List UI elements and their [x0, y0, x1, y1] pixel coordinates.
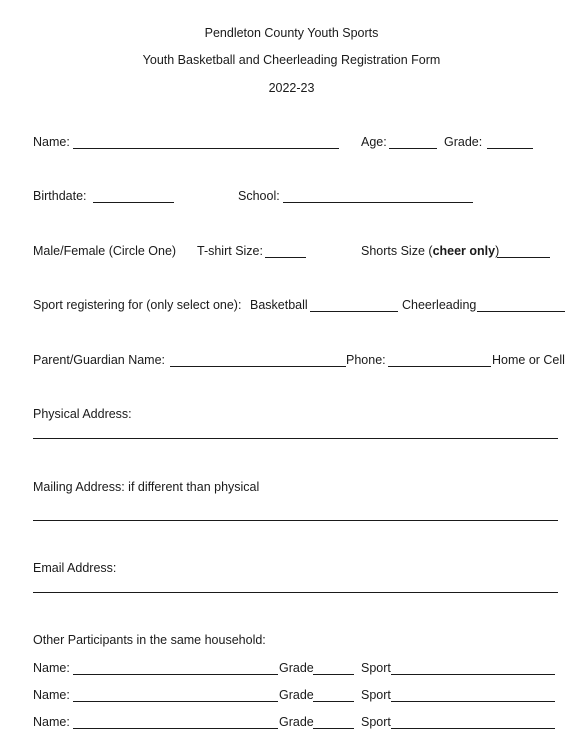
mailing-address-label: Mailing Address: if different than physical: [33, 480, 260, 494]
household-sport-field[interactable]: [391, 728, 555, 729]
phone-label: Phone:: [346, 353, 386, 367]
household-name-field[interactable]: [73, 701, 278, 702]
shorts-size-field[interactable]: [497, 257, 550, 258]
physical-address-label: Physical Address:: [33, 407, 132, 421]
household-sport-label: Sport: [361, 661, 391, 675]
grade-field[interactable]: [487, 148, 533, 149]
physical-address-field[interactable]: [33, 438, 558, 439]
household-grade-label: Grade: [279, 661, 314, 675]
birthdate-label: Birthdate:: [33, 189, 87, 203]
season-label: 2022-23: [268, 81, 315, 95]
tshirt-size-label: T-shirt Size:: [197, 244, 263, 258]
organization-title: Pendleton County Youth Sports: [204, 26, 379, 40]
household-grade-label: Grade: [279, 715, 314, 729]
parent-name-field[interactable]: [170, 366, 346, 367]
shorts-size-label: [361, 244, 499, 258]
birthdate-field[interactable]: [93, 202, 174, 203]
sport-option-cheerleading: Cheerleading: [402, 298, 477, 312]
grade-label: Grade:: [444, 135, 483, 149]
shorts-size-label-emphasis: cheer only: [432, 244, 496, 258]
cheerleading-field[interactable]: [477, 311, 565, 312]
phone-field[interactable]: [388, 366, 491, 367]
name-label: Name:: [33, 135, 70, 149]
shorts-size-label-suffix: ): [495, 244, 500, 258]
household-grade-field[interactable]: [313, 674, 354, 675]
basketball-field[interactable]: [310, 311, 398, 312]
school-field[interactable]: [283, 202, 473, 203]
age-label: Age:: [361, 135, 387, 149]
household-sport-field[interactable]: [391, 674, 555, 675]
phone-type-label: Home or Cell: [492, 353, 565, 367]
sport-label: Sport registering for (only select one):: [33, 298, 242, 312]
mailing-address-field[interactable]: [33, 520, 558, 521]
shorts-size-label-prefix: Shorts Size (: [361, 244, 433, 258]
age-field[interactable]: [389, 148, 437, 149]
household-grade-label: Grade: [279, 688, 314, 702]
email-address-label: Email Address:: [33, 561, 117, 575]
sport-option-basketball: Basketball: [250, 298, 308, 312]
household-name-label: Name:: [33, 688, 70, 702]
household-name-label: Name:: [33, 715, 70, 729]
household-grade-field[interactable]: [313, 728, 354, 729]
tshirt-size-field[interactable]: [265, 257, 306, 258]
parent-name-label: Parent/Guardian Name:: [33, 353, 166, 367]
email-address-field[interactable]: [33, 592, 558, 593]
household-sport-label: Sport: [361, 715, 391, 729]
household-name-field[interactable]: [73, 728, 278, 729]
school-label: School:: [238, 189, 280, 203]
household-sport-field[interactable]: [391, 701, 555, 702]
household-name-field[interactable]: [73, 674, 278, 675]
household-name-label: Name:: [33, 661, 70, 675]
household-sport-label: Sport: [361, 688, 391, 702]
form-title: Youth Basketball and Cheerleading Registration Form: [142, 53, 441, 67]
gender-label[interactable]: Male/Female (Circle One): [33, 244, 177, 258]
household-section-label: Other Participants in the same household:: [33, 633, 266, 647]
household-grade-field[interactable]: [313, 701, 354, 702]
name-field[interactable]: [73, 148, 339, 149]
